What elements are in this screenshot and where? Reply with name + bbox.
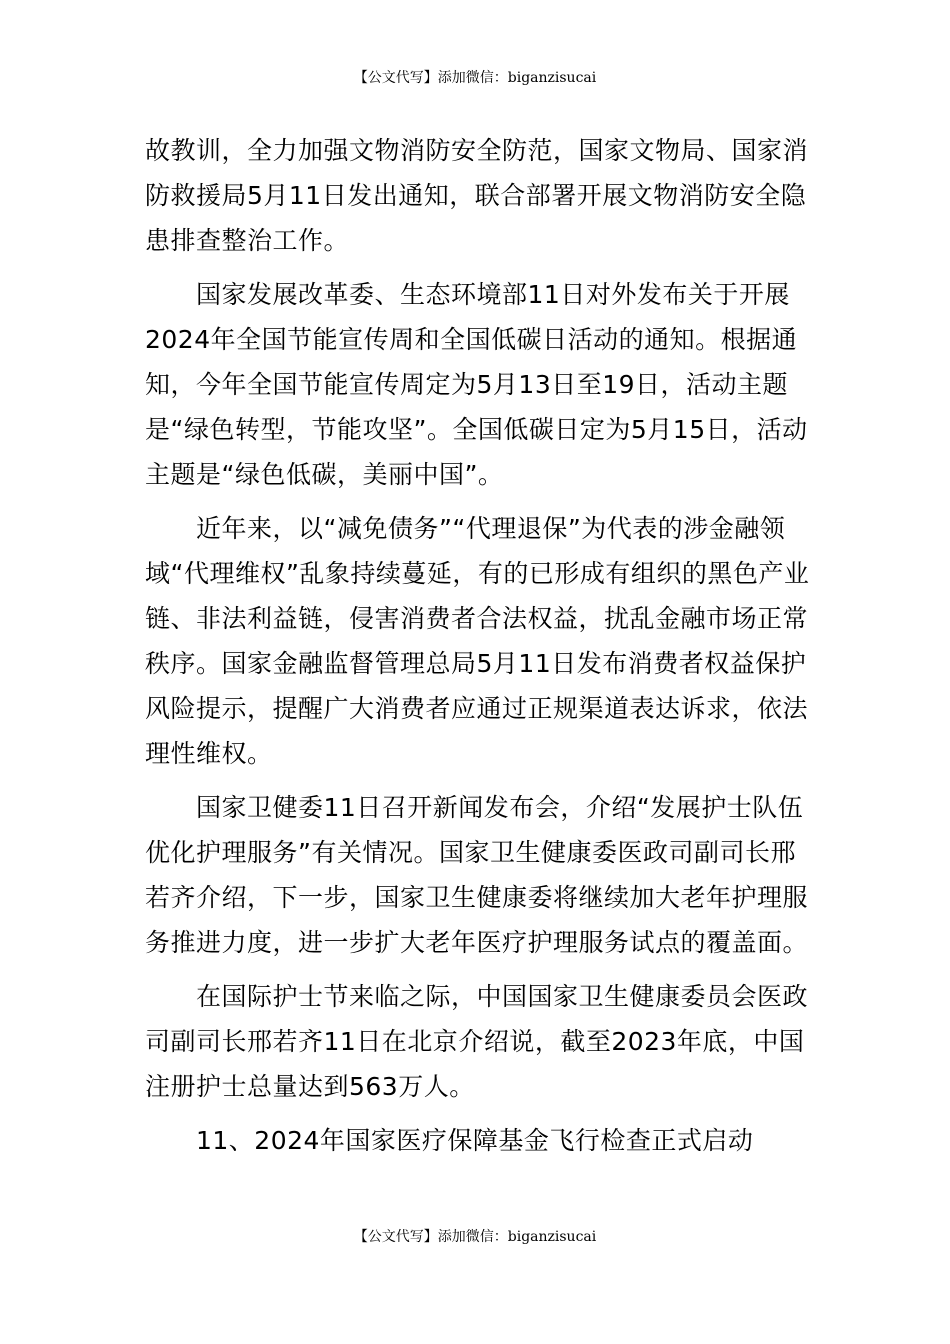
paragraph-nurses-count: 在国际护士节来临之际，中国国家卫生健康委员会医政司副司长邢若齐11日在北京介绍说，截至2023年底，中国注册护士总量达到563万人。 [145,982,809,1101]
paragraph-nursing-service: 国家卫健委11日召开新闻发布会，介绍“发展护士队伍优化护理服务”有关情况。国家卫生健康委医政司副司长邢若齐介绍，下一步，国家卫生健康委将继续加大老年护理服务推进力度，进一步扩大老年医疗护理服务试点的覆盖面。 [145,793,809,957]
paragraph-continuation: 故教训，全力加强文物消防安全防范，国家文物局、国家消防救援局5月11日发出通知，联合部署开展文物消防安全隐患排查整治工作。 [145,136,809,255]
paragraph-finance-risk: 近年来，以“减免债务”“代理退保”为代表的涉金融领域“代理维权”乱象持续蔓延，有的已形成有组织的黑色产业链、非法利益链，侵害消费者合法权益，扰乱金融市场正常秩序。国家金融监督管理总局5月11日发布消费者权益保护风险提示，提醒广大消费者应通过正规渠道表达诉求，依法理性维权。 [145,514,810,768]
page-footer-watermark: 【公文代写】添加微信：biganzisucai [353,1229,597,1245]
section-heading-medical-insurance: 11、2024年国家医疗保障基金飞行检查正式启动 [196,1126,754,1155]
page-header-watermark: 【公文代写】添加微信：biganzisucai [353,70,597,86]
document-body [145,128,815,1163]
paragraph-energy-week: 国家发展改革委、生态环境部11日对外发布关于开展2024年全国节能宣传周和全国低碳日活动的通知。根据通知，今年全国节能宣传周定为5月13日至19日，活动主题是“绿色转型，节能攻坚”。全国低碳日定为5月15日，活动主题是“绿色低碳，美丽中国”。 [145,280,808,489]
